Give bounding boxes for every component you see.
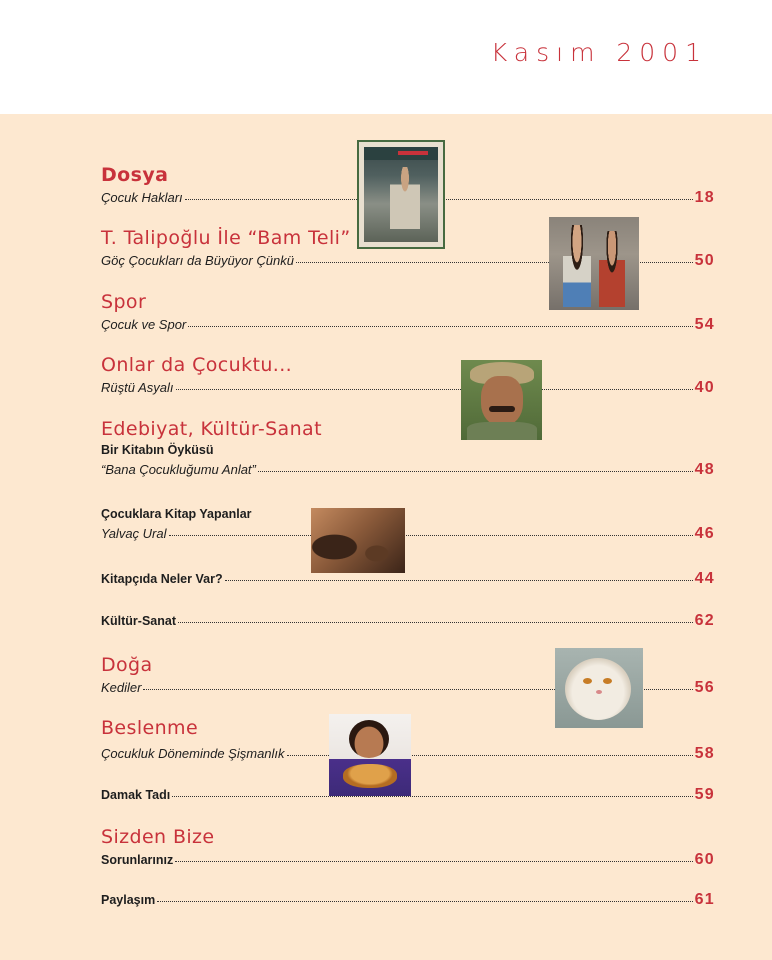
page-number: 62 — [694, 612, 715, 629]
section-title-dosya: Dosya — [101, 164, 169, 186]
dot-leader — [169, 535, 693, 536]
toc-entry-kitapcida — [101, 570, 715, 588]
toc-entry[interactable] — [101, 612, 715, 630]
toc-entry-paylasim — [101, 891, 715, 909]
page-number: 46 — [694, 525, 715, 542]
entry-label: Göç Çocukları da Büyüyor Çünkü — [101, 253, 294, 268]
subhead: Bir Kitabın Öyküsü — [101, 443, 214, 457]
section-title-talipoglu: T. Talipoğlu İle “Bam Teli” — [101, 227, 351, 249]
entry-label: Yalvaç Ural — [101, 526, 167, 541]
man-in-hat-photo — [461, 360, 542, 440]
village-children-photo — [549, 217, 639, 310]
entry-label: Sorunlarınız — [101, 853, 174, 867]
dot-leader — [175, 861, 692, 862]
entry-label: Kültür-Sanat — [101, 614, 176, 628]
entry-label: Çocukluk Döneminde Şişmanlık — [101, 746, 285, 761]
page-number: 50 — [694, 252, 715, 269]
toc-section-edebiyat — [101, 418, 715, 479]
section-title-edebiyat: Edebiyat, Kültür-Sanat — [101, 418, 322, 440]
page-number: 59 — [694, 786, 715, 803]
dot-leader — [157, 901, 692, 902]
toc-entry-kultur-sanat — [101, 612, 715, 630]
entry-label: Çocuk ve Spor — [101, 317, 187, 332]
toc-section-onlar — [101, 354, 715, 397]
dot-leader — [178, 622, 693, 623]
entry-label: Kitapçıda Neler Var? — [101, 572, 223, 586]
persian-cat-photo — [555, 648, 643, 728]
toc-entry[interactable] — [101, 570, 715, 588]
child-eating-photo — [329, 714, 411, 796]
page-number: 40 — [694, 379, 715, 396]
toc-entry[interactable] — [101, 891, 715, 909]
toc-entry[interactable] — [101, 379, 715, 397]
dot-leader — [188, 326, 692, 327]
toc-entry[interactable] — [101, 461, 715, 479]
subhead: Çocuklara Kitap Yapanlar — [101, 507, 252, 521]
entry-label: Damak Tadı — [101, 788, 171, 802]
entry-label: “Bana Çocukluğumu Anlat” — [101, 462, 256, 477]
page-number: 58 — [694, 745, 715, 762]
page-number: 56 — [694, 679, 715, 696]
toc-entry[interactable] — [101, 851, 715, 869]
entry-label: Kediler — [101, 680, 142, 695]
toc-entry[interactable] — [101, 316, 715, 334]
dot-leader — [225, 580, 693, 581]
page-number: 44 — [694, 570, 715, 587]
entry-label: Paylaşım — [101, 893, 156, 907]
page-number: 54 — [694, 316, 715, 333]
entry-label: Çocuk Hakları — [101, 190, 183, 205]
magazine-cover-image — [357, 140, 445, 249]
toc-section-sizden — [101, 826, 715, 869]
page-number: 48 — [694, 461, 715, 478]
dot-leader — [176, 389, 693, 390]
page-number: 60 — [694, 851, 715, 868]
section-title-onlar: Onlar da Çocuktu... — [101, 354, 293, 376]
page-number: 61 — [694, 891, 715, 908]
section-title-doga: Doğa — [101, 654, 153, 676]
toc-entry[interactable] — [101, 525, 715, 543]
page-number: 18 — [694, 189, 715, 206]
entry-label: Rüştü Asyalı — [101, 380, 174, 395]
dot-leader — [258, 471, 693, 472]
section-title-spor: Spor — [101, 291, 147, 313]
section-title-sizden: Sizden Bize — [101, 826, 215, 848]
toc-subsection-kitap-yapanlar — [101, 507, 715, 543]
handcraft-photo — [311, 508, 405, 573]
dot-leader — [172, 796, 692, 797]
section-title-beslenme: Beslenme — [101, 717, 199, 739]
issue-date: Kasım 2001 — [490, 38, 708, 67]
